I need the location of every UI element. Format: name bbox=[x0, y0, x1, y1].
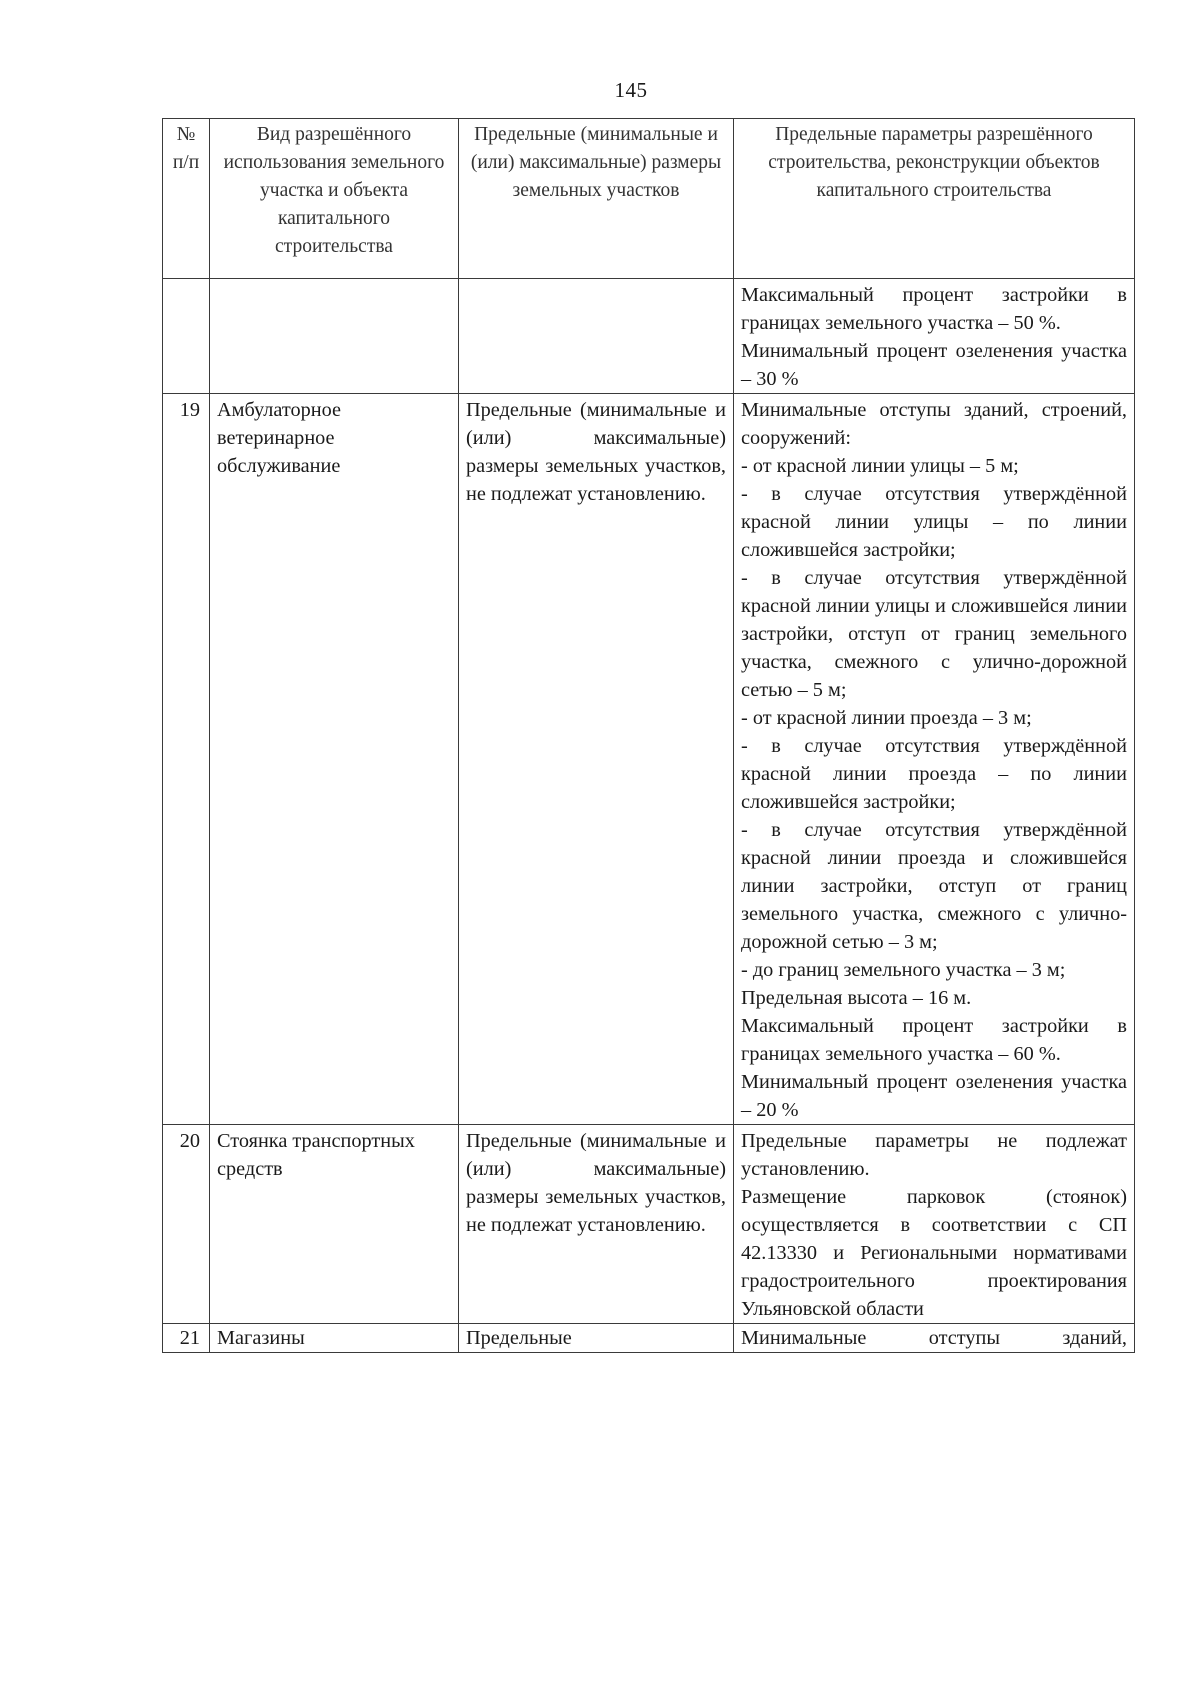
parameter-line: - от красной линии улицы – 5 м; bbox=[741, 455, 1019, 477]
parameter-line: - в случае отсутствия утверждённой красной линии проезда – по линии сложившейся застройки; bbox=[741, 735, 1127, 813]
table-header-row bbox=[163, 119, 1135, 279]
parameter-line: - от красной линии проезда – 3 м; bbox=[741, 707, 1032, 729]
row-land-use: Стоянка транспортных средств bbox=[210, 1125, 459, 1324]
parameter-line: Предельная высота – 16 м. bbox=[741, 987, 972, 1009]
row-number: 21 bbox=[163, 1324, 210, 1353]
page-number: 145 bbox=[614, 78, 648, 102]
row-land-use: Магазины bbox=[210, 1324, 459, 1353]
table-row bbox=[163, 1125, 1135, 1324]
land-use-parameters-table bbox=[162, 118, 1135, 1353]
header-land-use-type: Вид разрешённого использования земельного участка и объекта капитального строительства bbox=[210, 119, 459, 279]
header-plot-size-limits: Предельные (минимальные и (или) максимальные) размеры земельных участков bbox=[459, 119, 734, 279]
row-parameters bbox=[734, 1125, 1135, 1324]
header-number-label: п/п bbox=[172, 152, 200, 173]
row-parameters bbox=[734, 279, 1135, 394]
table-row bbox=[163, 1324, 1135, 1353]
row-land-use bbox=[210, 279, 459, 394]
parameter-line: Минимальный процент озеленения участка – 30 % bbox=[741, 340, 1127, 390]
row-plot-size: Предельные (минимальные и (или) максимальные) размеры земельных участков, не подлежат установлению. bbox=[459, 394, 734, 1125]
row-number: 20 bbox=[163, 1125, 210, 1324]
header-number-sign: № bbox=[176, 124, 196, 145]
parameter-line: - до границ земельного участка – 3 м; bbox=[741, 959, 1066, 981]
parameter-line: Размещение парковок (стоянок) осуществляется в соответствии с СП 42.13330 и Региональными нормативами градостроительного проектирования Ульяновской области bbox=[741, 1186, 1127, 1320]
table-row bbox=[163, 394, 1135, 1125]
parameter-line: Максимальный процент застройки в границах земельного участка – 60 %. bbox=[741, 1015, 1127, 1065]
parameter-line: - в случае отсутствия утверждённой красной линии проезда и сложившейся линии застройки, отступ от границ земельного участка, смежного с улично-дорожной сетью – 3 м; bbox=[741, 819, 1127, 953]
row-number bbox=[163, 279, 210, 394]
table-row bbox=[163, 279, 1135, 394]
header-construction-parameters: Предельные параметры разрешённого строительства, реконструкции объектов капитального строительства bbox=[734, 119, 1135, 279]
row-plot-size: Предельные (минимальные и (или) максимальные) размеры земельных участков, не подлежат установлению. bbox=[459, 1125, 734, 1324]
parameter-line: Предельные параметры не подлежат установлению. bbox=[741, 1130, 1127, 1180]
row-parameters bbox=[734, 394, 1135, 1125]
parameter-line: - в случае отсутствия утверждённой красной линии улицы – по линии сложившейся застройки; bbox=[741, 483, 1127, 561]
row-plot-size bbox=[459, 279, 734, 394]
row-parameters bbox=[734, 1324, 1135, 1353]
row-plot-size: Предельные bbox=[459, 1324, 734, 1353]
row-number: 19 bbox=[163, 394, 210, 1125]
parameter-line: Минимальный процент озеленения участка – 20 % bbox=[741, 1071, 1127, 1121]
parameter-line: Максимальный процент застройки в границах земельного участка – 50 %. bbox=[741, 284, 1127, 334]
parameter-line: - в случае отсутствия утверждённой красной линии улицы и сложившейся линии застройки, отступ от границ земельного участка, смежного с улично-дорожной сетью – 5 м; bbox=[741, 567, 1127, 701]
parameter-line: Минимальные отступы зданий, bbox=[741, 1327, 1127, 1349]
row-land-use: Амбулаторное ветеринарное обслуживание bbox=[210, 394, 459, 1125]
parameter-line: Минимальные отступы зданий, строений, сооружений: bbox=[741, 399, 1127, 449]
header-number bbox=[163, 119, 210, 279]
